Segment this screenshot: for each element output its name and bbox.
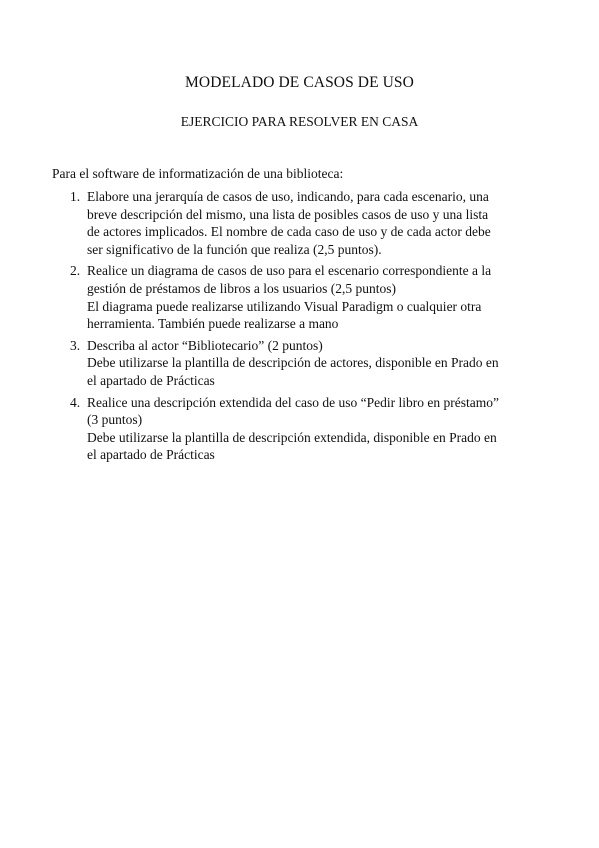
item-number: 1. [70,189,81,204]
item-number: 2. [70,263,81,279]
list-item [70,188,560,258]
item-text-line: El diagrama puede realizarse utilizando Visual Paradigm o cualquier otra [87,298,482,314]
list-item [70,262,560,332]
item-text-line: Realice una descripción extendida del caso de uso “Pedir libro en préstamo” [87,394,499,410]
item-text-line: Describa al actor “Bibliotecario” (2 puntos) [87,337,323,353]
item-text-line: herramienta. También puede realizarse a mano [87,316,339,332]
intro-text: Para el software de informatización de una biblioteca: [52,166,344,181]
item-text-line: breve descripción del mismo, una lista de posibles casos de uso y una lista [87,206,489,222]
item-text-line: Elabore una jerarquía de casos de uso, indicando, para cada escenario, una [87,189,489,204]
item-text-line: gestión de préstamos de libros a los usuarios (2,5 puntos) [87,280,396,296]
item-text-line: el apartado de Prácticas [87,372,215,388]
item-text-line: (3 puntos) [87,412,143,428]
exercise-list [70,188,560,468]
item-text-line: el apartado de Prácticas [87,447,215,463]
item-text-line: ser significativo de la función que realiza (2,5 puntos). [87,241,382,257]
page-subtitle: EJERCICIO PARA RESOLVER EN CASA [180,114,419,129]
item-text-line: Realice un diagrama de casos de uso para el escenario correspondiente a la [87,263,492,279]
item-number: 4. [70,394,81,410]
list-item [70,337,560,390]
list-item [70,394,560,464]
item-number: 3. [70,337,81,353]
item-text-line: de actores implicados. El nombre de cada caso de uso y de cada actor debe [87,224,491,240]
page-title: MODELADO DE CASOS DE USO [185,74,414,91]
item-text-line: Debe utilizarse la plantilla de descripción de actores, disponible en Prado en [87,355,499,371]
item-text-line: Debe utilizarse la plantilla de descripción extendida, disponible en Prado en [87,429,497,445]
